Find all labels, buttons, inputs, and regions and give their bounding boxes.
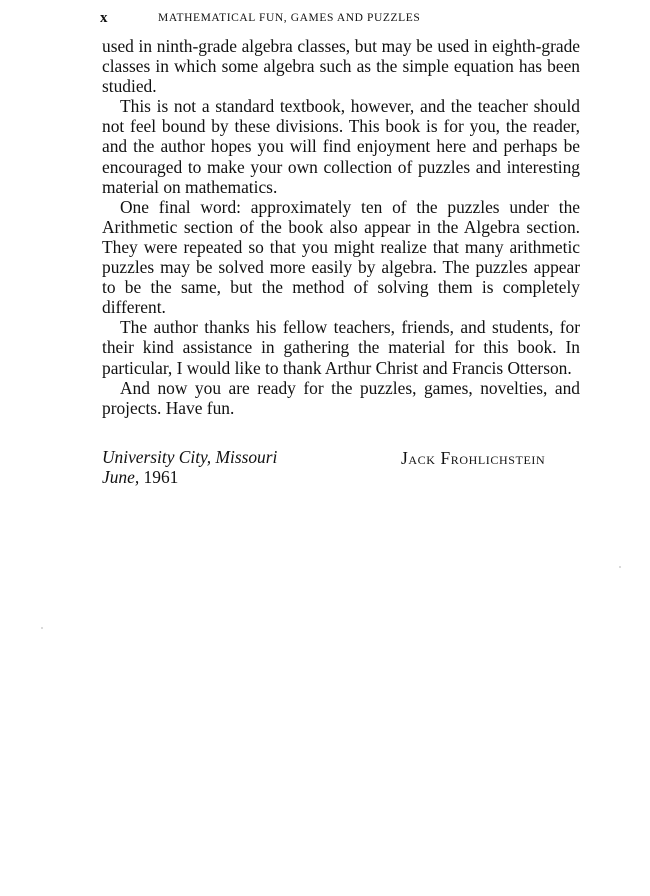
paper-speck <box>619 566 621 568</box>
paragraph-acknowledgments: The author thanks his fellow teachers, friends, and students, for their kind assistance in gathering the material for this book. In particular, I would like to thank Arthur Christ and Francis Otterson. <box>102 317 580 378</box>
paragraph-continued: used in ninth-grade algebra classes, but may be used in eighth-grade classes in which some algebra such as the simple equation has been studied. <box>102 36 580 97</box>
page-number: x <box>100 10 108 26</box>
paragraph-final-word: One final word: approximately ten of the puzzles under the Arithmetic section of the book also appear in the Algebra section. They were repeated so that you might realize that many arithmetic puzzles may be solved more easily by algebra. The puzzles appear to be the same, but the method of solving them is completely different. <box>102 196 580 318</box>
signature-date <box>102 467 178 487</box>
signature-author: Jack Frohlichstein <box>401 448 546 468</box>
signature-date-year: 1961 <box>143 467 179 487</box>
running-head-title: MATHEMATICAL FUN, GAMES AND PUZZLES <box>158 12 421 24</box>
running-head <box>100 10 580 28</box>
signature-block <box>102 447 580 491</box>
body-text <box>102 36 580 418</box>
signature-date-month: June, <box>102 467 140 487</box>
signature-place: University City, Missouri <box>102 447 278 467</box>
paragraph-closing: And now you are ready for the puzzles, games, novelties, and projects. Have fun. <box>102 377 580 418</box>
paper-speck <box>41 627 43 629</box>
paragraph-textbook-note: This is not a standard textbook, however, and the teacher should not feel bound by these divisions. This book is for you, the reader, and the author hopes you will find enjoyment here and perhaps be encouraged to make your own collection of puzzles and interesting material on mathematics. <box>102 96 580 197</box>
